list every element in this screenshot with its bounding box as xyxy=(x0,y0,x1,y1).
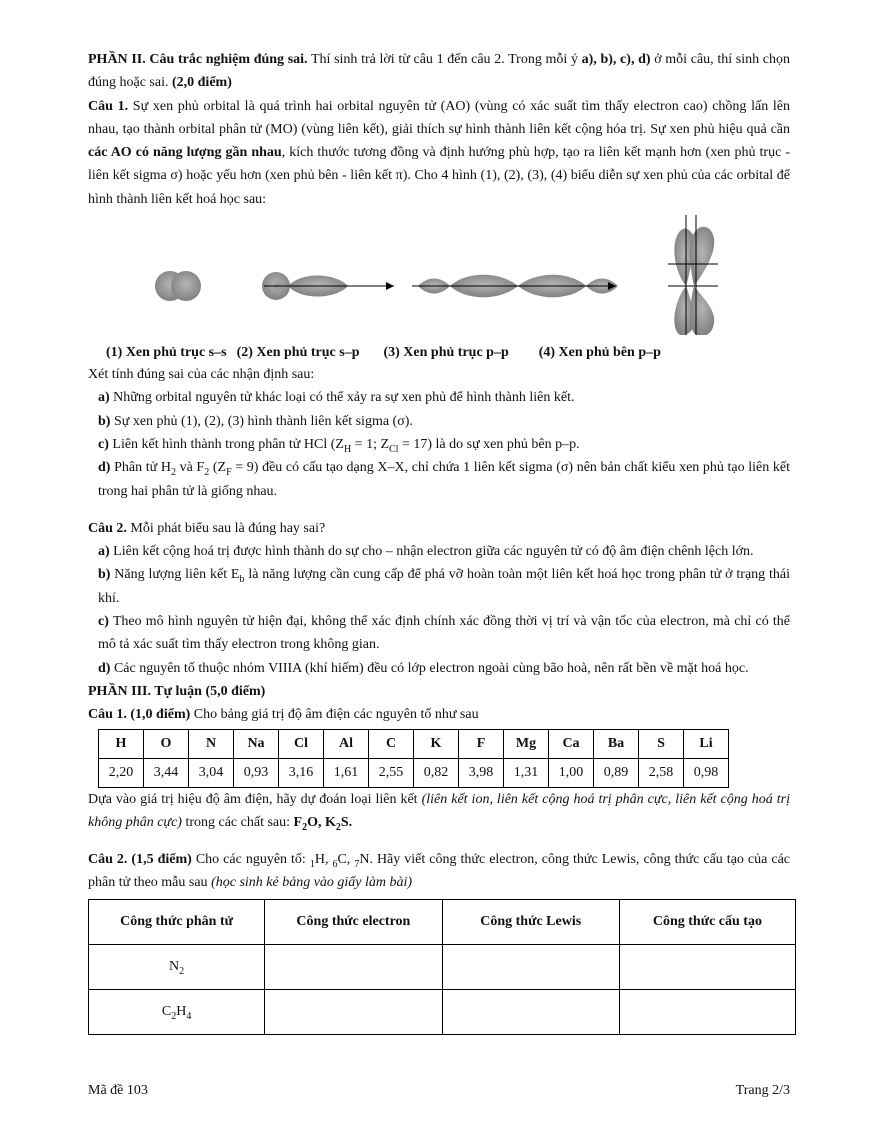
molecule-cell: $N_2$ xyxy=(89,944,265,989)
empty-cell xyxy=(619,944,795,989)
q2-item-d: d) Các nguyên tố thuộc nhóm VIIIA (khí hiếm) đều có lớp electron ngoài cùng bão hoà, nên rất bền về mặt hoá học. xyxy=(98,660,749,676)
q1-item-a: a) Những orbital nguyên tử khác loại có thể xảy ra sự xen phủ để hình thành liên kết. xyxy=(98,390,575,406)
header-cell: Công thức cấu tạo xyxy=(619,899,795,944)
header-cell: Công thức Lewis xyxy=(442,899,619,944)
empty-cell xyxy=(265,989,442,1034)
exam-code: Mã đề 103 xyxy=(88,1083,148,1098)
electronegativity-table xyxy=(98,729,729,788)
empty-cell xyxy=(265,944,442,989)
value-row xyxy=(99,758,729,787)
q2-stem: Câu 2. Mỗi phát biểu sau là đúng hay sai? xyxy=(88,520,326,536)
value-cell: 0,93 xyxy=(234,758,279,787)
element-cell: O xyxy=(144,729,189,758)
pp-side-overlap-diagram xyxy=(668,215,718,335)
value-cell: 2,58 xyxy=(639,758,684,787)
element-cell: Ca xyxy=(549,729,594,758)
sp-overlap-diagram xyxy=(262,272,394,300)
value-cell: 3,04 xyxy=(189,758,234,787)
page-footer xyxy=(88,1083,790,1099)
value-cell: 0,82 xyxy=(414,758,459,787)
value-cell: 3,98 xyxy=(459,758,504,787)
element-cell: K xyxy=(414,729,459,758)
template-header-row xyxy=(89,899,796,944)
q1-item-d: d) Phân tử $H_2$ và $F_2$ $(Z_F = 9)$ đều có cấu tạo dạng X–X, chỉ chứa 1 liên kết sigma (σ) nên bản chất kiểu xen phủ tạo liên kết trong hai phân tử là giống nhau. xyxy=(98,460,791,499)
orbital-overlap-figure xyxy=(88,213,790,335)
value-cell: 3,16 xyxy=(279,758,324,787)
value-cell: 2,55 xyxy=(369,758,414,787)
header-cell: Công thức electron xyxy=(265,899,442,944)
empty-cell xyxy=(442,944,619,989)
element-cell: Al xyxy=(324,729,369,758)
q2-item-a: a) Liên kết cộng hoá trị được hình thành do sự cho – nhận electron giữa các nguyên tử có độ âm điện chênh lệch lớn. xyxy=(98,544,754,560)
element-cell: Ba xyxy=(594,729,639,758)
element-cell: C xyxy=(369,729,414,758)
template-row-n2 xyxy=(89,944,796,989)
exam-page xyxy=(88,48,790,1035)
element-cell: F xyxy=(459,729,504,758)
element-cell: N xyxy=(189,729,234,758)
value-cell: 0,89 xyxy=(594,758,639,787)
p3-q1-task: Dựa vào giá trị hiệu độ âm điện, hãy dự đoán loại liên kết (liên kết ion, liên kết cộng hoá trị phân cực, liên kết cộng hoá trị không phân cực) trong các chất sau: $F_2O$, $K_2S$. xyxy=(88,791,790,833)
p3-q2-stem: Câu 2. (1,5 điểm) Cho các nguyên tố: $_1$H, $_6$C, $_7$N. Hãy viết công thức electron, công thức Lewis, công thức cấu tạo của các phân tử theo mẫu sau (học sinh kẻ bảng vào giấy làm bài) xyxy=(88,852,790,891)
q1-item-c: c) Liên kết hình thành trong phân tử HCl ($Z_H = 1$; $Z_{Cl} = 17$) là do sự xen phủ bên p–p. xyxy=(98,436,580,455)
caption-2: (2) Xen phủ trục s–p xyxy=(236,345,360,361)
ss-overlap-diagram xyxy=(155,271,201,301)
element-cell: S xyxy=(639,729,684,758)
element-cell: Na xyxy=(234,729,279,758)
pp-axial-overlap-diagram xyxy=(412,275,618,298)
template-row-c2h4 xyxy=(89,989,796,1034)
molecule-cell: $C_2H_4$ xyxy=(89,989,265,1034)
caption-1: (1) Xen phủ trục s–s xyxy=(106,345,227,361)
q1-intro: Xét tính đúng sai của các nhận định sau: xyxy=(88,367,315,383)
element-row xyxy=(99,729,729,758)
q2-item-b: b) Năng lượng liên kết $E_b$ là năng lượng cần cung cấp để phá vỡ hoàn toàn một liên kết hoá học trong phân tử ở trạng thái khí. xyxy=(98,567,791,606)
value-cell: 0,98 xyxy=(684,758,729,787)
figure-captions xyxy=(88,341,790,363)
q2-item-c: c) Theo mô hình nguyên tử hiện đại, không thể xác định chính xác đồng thời vị trí và vận tốc của electron, mà chỉ có thể mô tả xác suất tìm thấy electron trong không gian. xyxy=(98,614,790,653)
part2-heading: PHẦN II. Câu trắc nghiệm đúng sai. Thí sinh trả lời từ câu 1 đến câu 2. Trong mỗi ý a), b), c), d) ở mỗi câu, thí sinh chọn đúng hoặc sai. (2,0 điểm) xyxy=(88,52,790,91)
element-cell: H xyxy=(99,729,144,758)
q1-item-b: b) Sự xen phủ (1), (2), (3) hình thành liên kết sigma (σ). xyxy=(98,413,413,429)
header-cell: Công thức phân tử xyxy=(89,899,265,944)
p3-q1-stem: Câu 1. (1,0 điểm) Cho bảng giá trị độ âm điện các nguyên tố như sau xyxy=(88,707,479,723)
element-cell: Mg xyxy=(504,729,549,758)
empty-cell xyxy=(442,989,619,1034)
formula-template-table xyxy=(88,899,796,1035)
page-number: Trang 2/3 xyxy=(735,1083,790,1098)
value-cell: 2,20 xyxy=(99,758,144,787)
element-cell: Cl xyxy=(279,729,324,758)
value-cell: 1,31 xyxy=(504,758,549,787)
part3-heading: PHẦN III. Tự luận (5,0 điểm) xyxy=(88,683,266,699)
empty-cell xyxy=(619,989,795,1034)
value-cell: 3,44 xyxy=(144,758,189,787)
caption-4: (4) Xen phủ bên p–p xyxy=(538,345,661,361)
value-cell: 1,00 xyxy=(549,758,594,787)
element-cell: Li xyxy=(684,729,729,758)
q1-stem: Câu 1. Sự xen phủ orbital là quá trình hai orbital nguyên tử (AO) (vùng có xác suất tìm thấy electron cao) chồng lấn lên nhau, tạo thành orbital phân tử (MO) (vùng liên kết), giải thích sự hình thành liên kết cộng hóa trị. Sự xen phủ hiệu quả cần các AO có năng lượng gần nhau, kích thước tương đồng và định hướng phù hợp, tạo ra liên kết mạnh hơn (xen phủ trục - liên kết sigma σ) hoặc yếu hơn (xen phủ bên - liên kết π). Cho 4 hình (1), (2), (3), (4) biểu diễn sự xen phủ của các orbital để hình thành liên kết hoá học sau: xyxy=(88,98,790,207)
caption-3: (3) Xen phủ trục p–p xyxy=(383,345,509,361)
value-cell: 1,61 xyxy=(324,758,369,787)
